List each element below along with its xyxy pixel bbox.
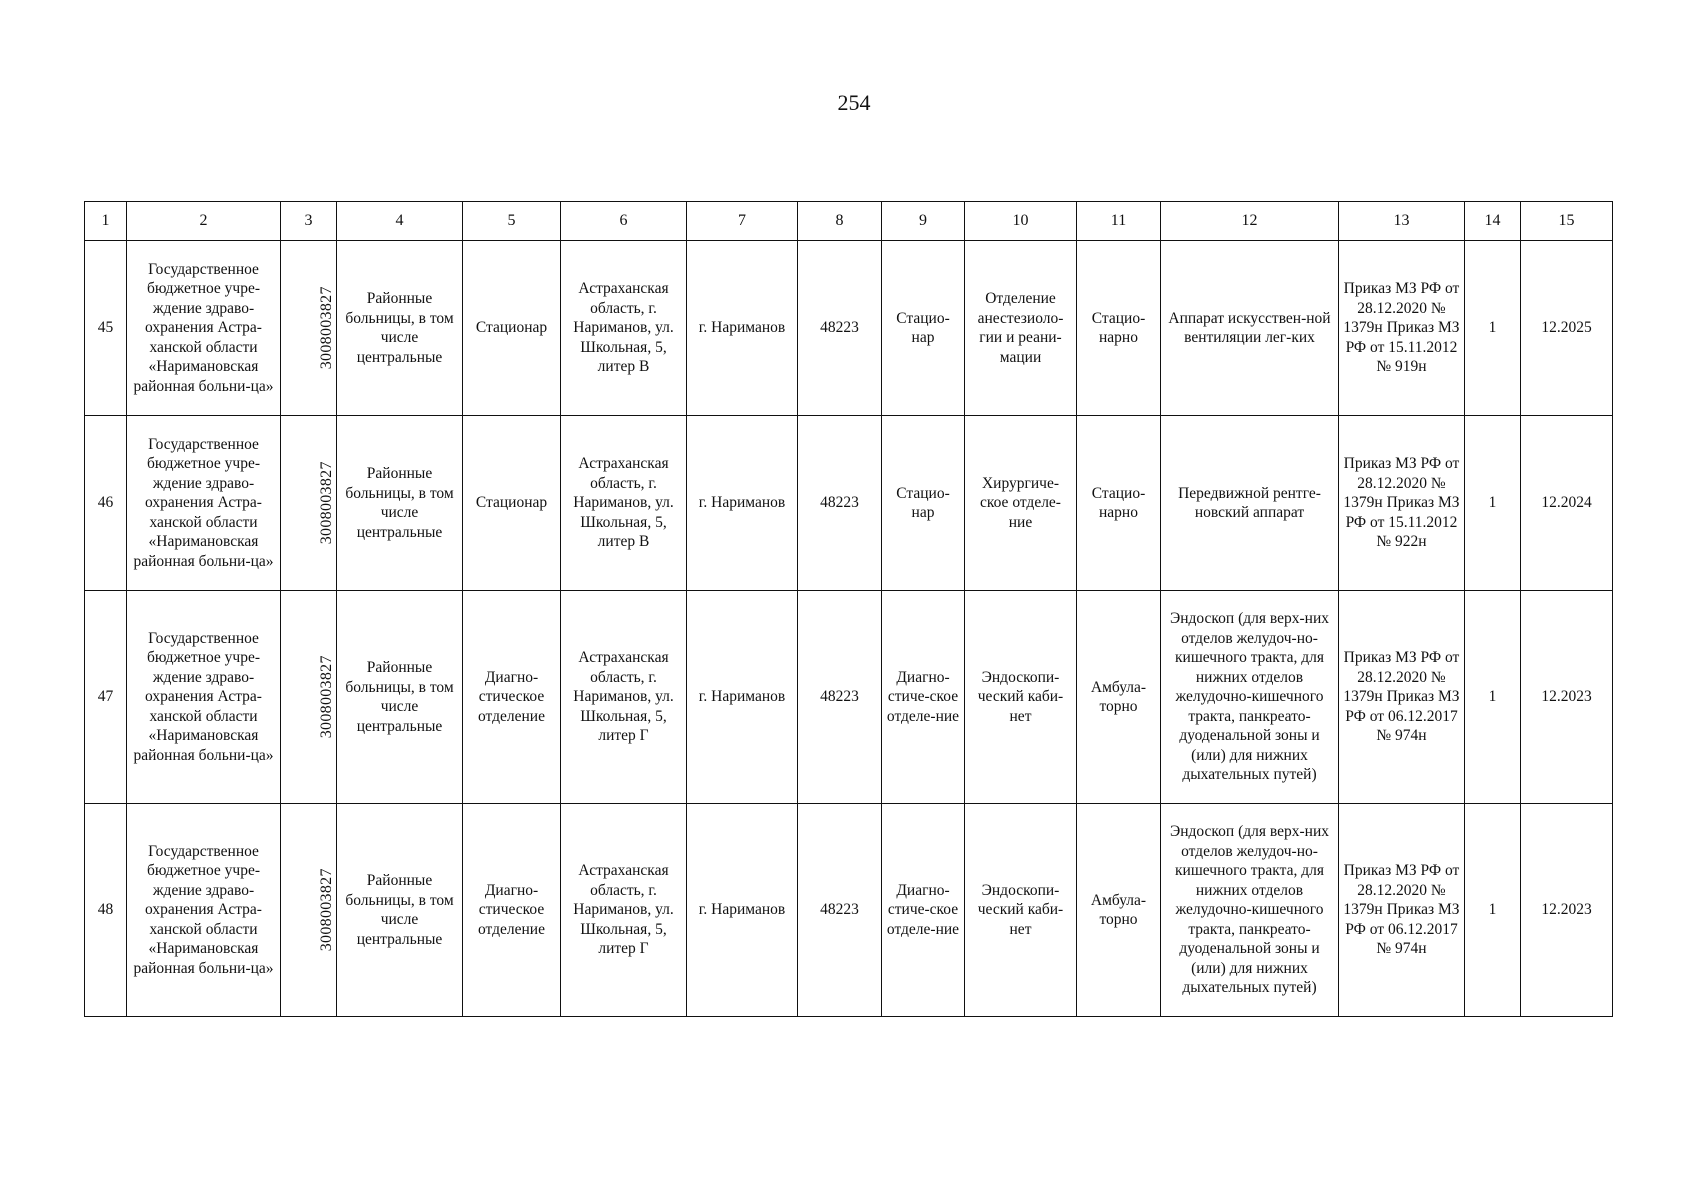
- column-number: 13: [1339, 202, 1465, 241]
- column-number: 8: [798, 202, 882, 241]
- unit-name: Стационар: [463, 416, 561, 591]
- facility-type: Районные больницы, в том числе центральные: [337, 416, 463, 591]
- city: г. Нариманов: [687, 591, 798, 804]
- row-number: 47: [85, 591, 127, 804]
- quantity: 1: [1465, 416, 1521, 591]
- delivery-date: 12.2024: [1521, 416, 1613, 591]
- unit-name: Диагно-стическое отделение: [463, 804, 561, 1017]
- legal-basis: Приказ МЗ РФ от 28.12.2020 № 1379н Приказ МЗ РФ от 06.12.2017 № 974н: [1339, 591, 1465, 804]
- quantity: 1: [1465, 804, 1521, 1017]
- organization-name: Государственное бюджетное учре-ждение здраво-охранения Астра-ханской области «Наримановская районная больни-ца»: [127, 241, 281, 416]
- table-row: [85, 591, 1613, 804]
- equipment-name: Эндоскоп (для верх-них отделов желудоч-но-кишечного тракта, для нижних отделов желудочно-кишечного тракта, панкреато-дуоденальной зоны и (или) для нижних дыхательных путей): [1161, 591, 1339, 804]
- care-mode: Амбула-торно: [1077, 591, 1161, 804]
- row-number: 48: [85, 804, 127, 1017]
- legal-basis: Приказ МЗ РФ от 28.12.2020 № 1379н Приказ МЗ РФ от 06.12.2017 № 974н: [1339, 804, 1465, 1017]
- table-row: [85, 241, 1613, 416]
- column-number: 10: [965, 202, 1077, 241]
- equipment-name: Аппарат искусствен-ной вентиляции лег-ких: [1161, 241, 1339, 416]
- page-number: 254: [837, 90, 871, 115]
- care-condition: Диагно-стиче-ское отделе-ние: [882, 804, 965, 1017]
- facility-type: Районные больницы, в том числе центральные: [337, 241, 463, 416]
- column-number: 14: [1465, 202, 1521, 241]
- department: Отделение анестезиоло-гии и реани-мации: [965, 241, 1077, 416]
- column-number-row: [85, 202, 1613, 241]
- care-condition: Стацио-нар: [882, 241, 965, 416]
- legal-basis: Приказ МЗ РФ от 28.12.2020 № 1379н Приказ МЗ РФ от 15.11.2012 № 919н: [1339, 241, 1465, 416]
- equipment-name: Эндоскоп (для верх-них отделов желудоч-но-кишечного тракта, для нижних отделов желудочно-кишечного тракта, панкреато-дуоденальной зоны и (или) для нижних дыхательных путей): [1161, 804, 1339, 1017]
- locality-code: 48223: [798, 804, 882, 1017]
- quantity: 1: [1465, 241, 1521, 416]
- address: Астраханская область, г. Нариманов, ул. Школьная, 5, литер В: [561, 241, 687, 416]
- column-number: 3: [281, 202, 337, 241]
- table-row: [85, 804, 1613, 1017]
- unit-name: Стационар: [463, 241, 561, 416]
- inn-value: 3008003827: [317, 461, 335, 545]
- facility-type: Районные больницы, в том числе центральные: [337, 591, 463, 804]
- unit-name: Диагно-стическое отделение: [463, 591, 561, 804]
- care-mode: Амбула-торно: [1077, 804, 1161, 1017]
- table-row: [85, 416, 1613, 591]
- inn-value: 3008003827: [317, 286, 335, 370]
- delivery-date: 12.2023: [1521, 804, 1613, 1017]
- inn-cell: [281, 804, 337, 1017]
- inn-value: 3008003827: [317, 868, 335, 952]
- city: г. Нариманов: [687, 804, 798, 1017]
- column-number: 1: [85, 202, 127, 241]
- equipment-name: Передвижной рентге-новский аппарат: [1161, 416, 1339, 591]
- equipment-table: [84, 201, 1613, 1017]
- locality-code: 48223: [798, 591, 882, 804]
- address: Астраханская область, г. Нариманов, ул. Школьная, 5, литер Г: [561, 591, 687, 804]
- address: Астраханская область, г. Нариманов, ул. Школьная, 5, литер Г: [561, 804, 687, 1017]
- city: г. Нариманов: [687, 241, 798, 416]
- delivery-date: 12.2025: [1521, 241, 1613, 416]
- care-condition: Диагно-стиче-ское отделе-ние: [882, 591, 965, 804]
- facility-type: Районные больницы, в том числе центральные: [337, 804, 463, 1017]
- department: Хирургиче-ское отделе-ние: [965, 416, 1077, 591]
- inn-cell: [281, 241, 337, 416]
- organization-name: Государственное бюджетное учре-ждение здраво-охранения Астра-ханской области «Наримановская районная больни-ца»: [127, 591, 281, 804]
- row-number: 45: [85, 241, 127, 416]
- locality-code: 48223: [798, 416, 882, 591]
- inn-cell: [281, 416, 337, 591]
- inn-cell: [281, 591, 337, 804]
- inn-value: 3008003827: [317, 655, 335, 739]
- column-number: 4: [337, 202, 463, 241]
- column-number: 6: [561, 202, 687, 241]
- quantity: 1: [1465, 591, 1521, 804]
- locality-code: 48223: [798, 241, 882, 416]
- care-mode: Стацио-нарно: [1077, 416, 1161, 591]
- organization-name: Государственное бюджетное учре-ждение здраво-охранения Астра-ханской области «Наримановская районная больни-ца»: [127, 804, 281, 1017]
- city: г. Нариманов: [687, 416, 798, 591]
- column-number: 7: [687, 202, 798, 241]
- column-number: 5: [463, 202, 561, 241]
- column-number: 15: [1521, 202, 1613, 241]
- column-number: 2: [127, 202, 281, 241]
- address: Астраханская область, г. Нариманов, ул. Школьная, 5, литер В: [561, 416, 687, 591]
- care-condition: Стацио-нар: [882, 416, 965, 591]
- column-number: 11: [1077, 202, 1161, 241]
- column-number: 12: [1161, 202, 1339, 241]
- legal-basis: Приказ МЗ РФ от 28.12.2020 № 1379н Приказ МЗ РФ от 15.11.2012 № 922н: [1339, 416, 1465, 591]
- care-mode: Стацио-нарно: [1077, 241, 1161, 416]
- department: Эндоскопи-ческий каби-нет: [965, 591, 1077, 804]
- department: Эндоскопи-ческий каби-нет: [965, 804, 1077, 1017]
- organization-name: Государственное бюджетное учре-ждение здраво-охранения Астра-ханской области «Наримановская районная больни-ца»: [127, 416, 281, 591]
- row-number: 46: [85, 416, 127, 591]
- column-number: 9: [882, 202, 965, 241]
- delivery-date: 12.2023: [1521, 591, 1613, 804]
